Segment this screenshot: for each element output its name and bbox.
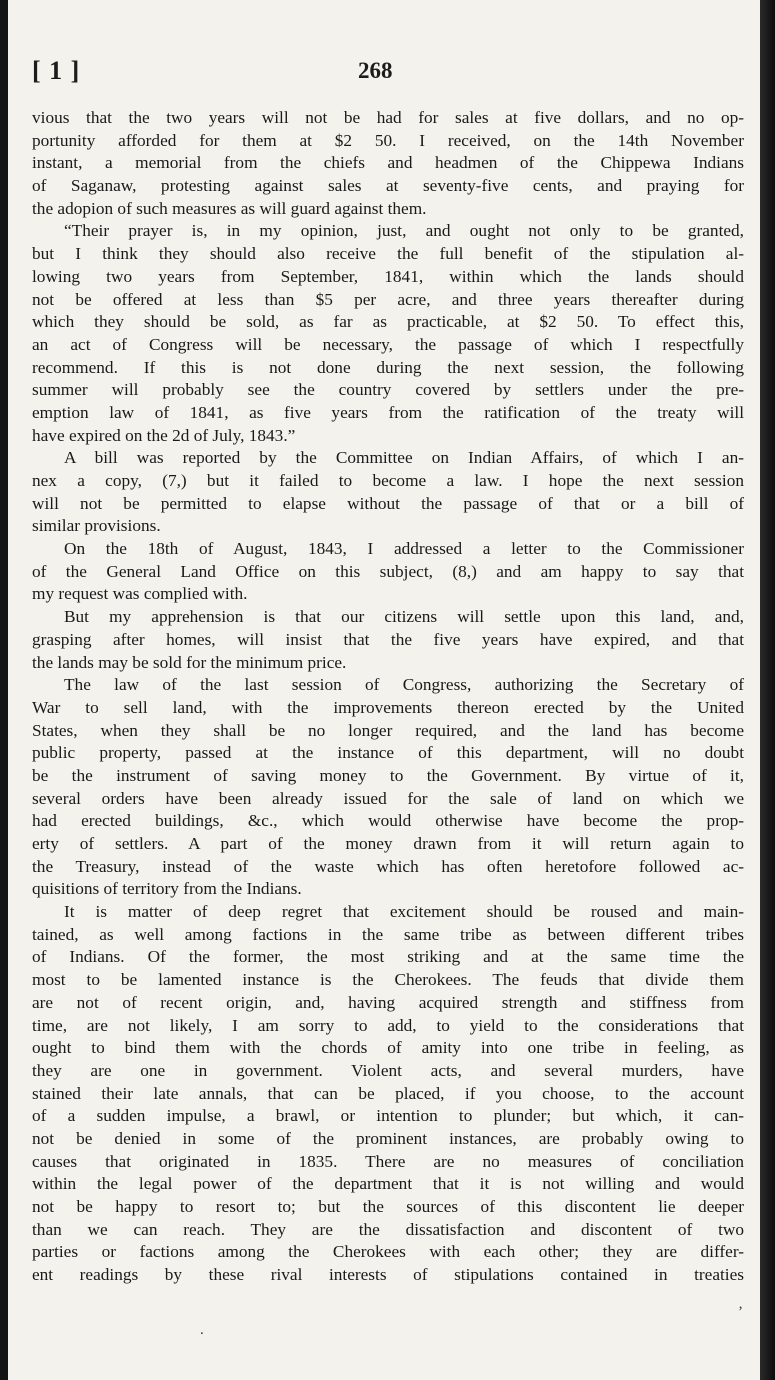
body-text (32, 107, 744, 1287)
text-line: several orders have been already issued for the sale of land on which we (32, 788, 744, 808)
text-line: erty of settlers. A part of the money drawn from it will return again to (32, 834, 744, 853)
text-line: they are one in government. Violent acts, and several murders, have (32, 1060, 744, 1080)
signature-mark: [ 1 ] (32, 56, 81, 85)
text-line: the Treasury, instead of the waste which has often heretofore followed ac- (32, 856, 744, 876)
page-number: 268 (358, 58, 393, 83)
text-line: are not of recent origin, and, having acquired strength and stiffness from (32, 992, 744, 1012)
footer-dot: . (200, 1322, 204, 1338)
footer-mark: ’ (738, 1304, 743, 1320)
text-line: recommend. If this is not done during the next session, the following (32, 357, 744, 377)
text-line: the lands may be sold for the minimum price. (32, 652, 347, 672)
text-line: grasping after homes, will insist that the five years have expired, and that (32, 629, 744, 649)
text-line: but I think they should also receive the full benefit of the stipulation al- (32, 244, 744, 264)
text-line: ent readings by these rival interests of stipulations contained in treaties (32, 1265, 744, 1285)
text-line: portunity afforded for them at $2 50. I received, on the 14th November (32, 130, 744, 150)
text-line: which they should be sold, as far as practicable, at $2 50. To effect this, (32, 312, 744, 332)
text-line: instant, a memorial from the chiefs and headmen of the Chippewa Indians (32, 153, 744, 173)
text-line: vious that the two years will not be had for sales at five dollars, and no op- (32, 108, 744, 127)
text-line: of Indians. Of the former, the most striking and at the same time the (32, 947, 744, 967)
text-line: emption law of 1841, as five years from the ratification of the treaty will (32, 402, 744, 422)
text-line: be the instrument of saving money to the Government. By virtue of it, (32, 765, 744, 785)
text-line: had erected buildings, &c., which would otherwise have become the prop- (32, 811, 744, 831)
text-line: not be happy to resort to; but the sources of this discontent lie deeper (32, 1197, 744, 1216)
document-page (8, 0, 760, 1380)
text-line: lowing two years from September, 1841, within which the lands should (32, 266, 744, 286)
text-line: the adopion of such measures as will guard against them. (32, 198, 427, 218)
scan-border (760, 0, 775, 1380)
text-line: my request was complied with. (32, 584, 248, 604)
text-line: an act of Congress will be necessary, the passage of which I respectfully (32, 334, 744, 354)
text-line: will not be permitted to elapse without the passage of that or a bill of (32, 493, 744, 513)
text-line: similar provisions. (32, 516, 161, 536)
text-line: have expired on the 2d of July, 1843.” (32, 425, 296, 445)
text-line: It is matter of deep regret that excitement should be roused and main- (64, 902, 744, 922)
text-line: A bill was reported by the Committee on Indian Affairs, of which I an- (64, 448, 744, 468)
text-line: than we can reach. They are the dissatisfaction and discontent of two (32, 1219, 744, 1239)
text-line: tained, as well among factions in the same tribe as between different tribes (32, 924, 744, 944)
text-line: most to be lamented instance is the Cherokees. The feuds that divide them (32, 970, 744, 990)
text-line: The law of the last session of Congress, authorizing the Secretary of (64, 675, 744, 695)
text-line: “Their prayer is, in my opinion, just, and ought not only to be granted, (64, 221, 744, 241)
text-line: not be offered at less than $5 per acre, and three years thereafter during (32, 289, 744, 309)
text-line: On the 18th of August, 1843, I addressed a letter to the Commissioner (64, 539, 744, 559)
text-line: States, when they shall be no longer required, and the land has become (32, 720, 744, 740)
text-line: time, are not likely, I am sorry to add, to yield to the considerations that (32, 1015, 744, 1035)
text-line: quisitions of territory from the Indians. (32, 879, 302, 899)
text-line: But my apprehension is that our citizens will settle upon this land, and, (64, 607, 744, 627)
text-line: not be denied in some of the prominent instances, are probably owing to (32, 1128, 744, 1148)
text-line: nex a copy, (7,) but it failed to become a law. I hope the next session (32, 471, 744, 490)
text-line: parties or factions among the Cherokees with each other; they are differ- (32, 1242, 744, 1262)
text-line: of a sudden impulse, a brawl, or intention to plunder; but which, it can- (32, 1106, 744, 1126)
text-line: of the General Land Office on this subject, (8,) and am happy to say that (32, 561, 744, 581)
text-line: stained their late annals, that can be placed, if you choose, to the account (32, 1083, 744, 1103)
text-line: War to sell land, with the improvements thereon erected by the United (32, 697, 744, 717)
text-line: ought to bind them with the chords of amity into one tribe in feeling, as (32, 1038, 744, 1058)
text-line: public property, passed at the instance of this department, will no doubt (32, 743, 744, 763)
text-line: causes that originated in 1835. There are no measures of conciliation (32, 1151, 744, 1171)
text-line: of Saganaw, protesting against sales at seventy-five cents, and praying for (32, 176, 744, 196)
text-line: within the legal power of the department that it is not willing and would (32, 1174, 744, 1194)
text-line: summer will probably see the country covered by settlers under the pre- (32, 380, 744, 400)
